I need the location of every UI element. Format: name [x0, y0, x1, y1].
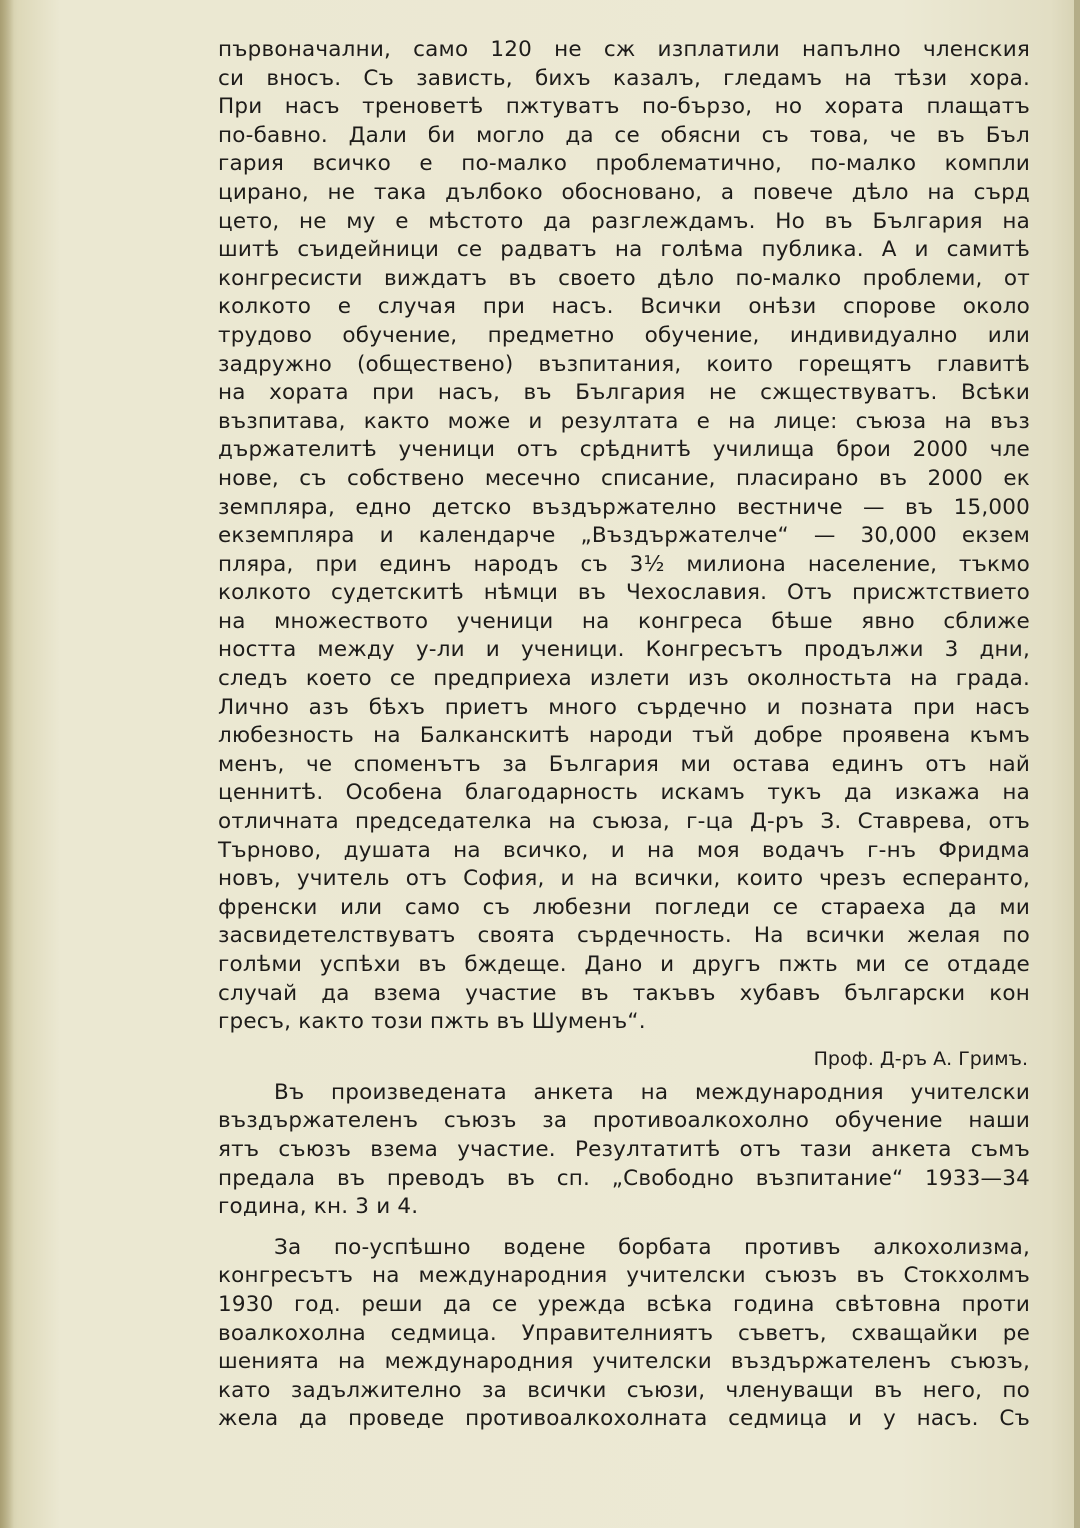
text-line: отличната председателка на съюза, г-ца Д-ръ З. Ставрева, отъ	[218, 809, 1030, 835]
text-line: жела да проведе противоалкохолната седмица и у насъ. Съ	[218, 1406, 1030, 1432]
document-text	[218, 36, 1030, 1434]
text-line: ятъ съюзъ взема участие. Резултатитѣ отъ тази анкета съмъ	[218, 1136, 1030, 1162]
text-line: държателитѣ ученици отъ срѣднитѣ училища брои 2000 чле	[218, 437, 1030, 463]
page-right-edge	[1074, 0, 1080, 1528]
text-line: При насъ треноветѣ пжтуватъ по-бързо, но хората плащатъ	[218, 94, 1030, 120]
text-line: пляра, при единъ народъ съ 3½ милиона население, тъкмо	[218, 551, 1030, 577]
text-line: новъ, учитель отъ София, и на всички, които чрезъ есперанто,	[218, 866, 1030, 892]
text-line: френски или само съ любезни погледи се стараеха да ми	[218, 894, 1030, 920]
author-signature: Проф. Д-ръ А. Гримъ.	[813, 1047, 1028, 1070]
text-line: си вносъ. Съ зависть, бихъ казалъ, гледамъ на тѣзи хора.	[218, 65, 1030, 91]
text-line: ценнитѣ. Особена благодарность искамъ тукъ да изкажа на	[218, 780, 1030, 806]
text-line: конгресътъ на международния учителски съюзъ въ Стокхолмъ	[218, 1263, 1030, 1289]
text-line: на множеството ученици на конгреса бѣше явно сближе	[218, 608, 1030, 634]
text-line: година, кн. 3 и 4.	[218, 1194, 419, 1220]
text-line: ността между у-ли и ученици. Конгресътъ продължи 3 дни,	[218, 637, 1030, 663]
text-line: по-бавно. Дали би могло да се обясни съ това, че въ Бъл	[218, 122, 1030, 148]
text-line: първоначални, само 120 не сж изплатили напълно членския	[218, 37, 1030, 62]
text-line: Лично азъ бѣхъ приетъ много сърдечно и позната при насъ	[218, 694, 1030, 720]
text-line: възпитава, както може и резултата е на лице: съюза на въз	[218, 408, 1030, 434]
text-line: гария всичко е по-малко проблематично, по-малко компли	[218, 151, 1030, 177]
text-line: воалкохолна седмица. Управителниятъ съветъ, схващайки ре	[218, 1320, 1030, 1346]
text-line: като задължително за всички съюзи, членуващи въ него, по	[218, 1377, 1030, 1403]
text-line: За по-успѣшно водене борбата противъ алкохолизма,	[274, 1234, 1030, 1260]
paragraph-letter-continuation	[218, 36, 1030, 1037]
text-line: цирано, не така дълбоко обосновано, а повече дѣло на сърд	[218, 179, 1030, 205]
text-line: конгресисти виждатъ въ своето дѣло по-малко проблеми, от	[218, 265, 1030, 291]
text-line: шитѣ съидейници се радватъ на голѣма публика. А и самитѣ	[218, 237, 1030, 263]
text-line: колкото судетскитѣ нѣмци въ Чехославия. Отъ присжтствието	[218, 580, 1030, 606]
text-line: следъ което се предприеха излети изъ околностьта на града.	[218, 666, 1030, 692]
text-line: Въ произведената анкета на международния учителски	[274, 1079, 1030, 1105]
text-line: нове, съ собствено месечно списание, пласирано въ 2000 ек	[218, 465, 1030, 491]
text-line: любезность на Балканскитѣ народи тъй добре проявена къмъ	[218, 723, 1030, 749]
text-line: колкото е случая при насъ. Всички онѣзи спорове около	[218, 294, 1030, 320]
paragraph-spacer	[218, 1222, 1030, 1234]
text-line: предала въ преводъ въ сп. „Свободно възпитание“ 1933—34	[218, 1165, 1030, 1191]
text-line: земпляра, едно детско въздържателно вестниче — въ 15,000	[218, 494, 1030, 520]
text-line: Търново, душата на всичко, и на моя водачъ г-нъ Фридма	[218, 837, 1030, 863]
text-line: екземпляра и календарче „Въздържателче“ — 30,000 екзем	[218, 523, 1030, 549]
text-line: цето, не му е мѣстото да разглеждамъ. Но въ България на	[218, 208, 1030, 234]
text-line: случай да взема участие въ такъвъ хубавъ български кон	[218, 980, 1030, 1006]
text-line: въздържателенъ съюзъ за противоалкохолно обучение наши	[218, 1108, 1030, 1134]
text-line: менъ, че споменътъ за България ми остава единъ отъ най	[218, 751, 1030, 777]
paragraph-anti-alcohol-week	[218, 1234, 1030, 1434]
paragraph-survey	[218, 1079, 1030, 1222]
text-line: шенията на международния учителски въздържателенъ съюзъ,	[218, 1349, 1030, 1375]
text-line: на хората при насъ, въ България не сжществуватъ. Всѣки	[218, 380, 1030, 406]
text-line: 1930 год. реши да се урежда всѣка година свѣтовна проти	[218, 1291, 1030, 1317]
text-line: засвидетелствуватъ своята сърдечность. На всички желая по	[218, 923, 1030, 949]
text-line: гресъ, както този пжть въ Шуменъ“.	[218, 1009, 646, 1035]
text-line: голѣми успѣхи въ бждеще. Дано и другъ пжть ми се отдаде	[218, 952, 1030, 977]
binding-gutter-shadow	[0, 0, 14, 1528]
text-line: трудово обучение, предметно обучение, индивидуално или	[218, 322, 1030, 348]
text-line: задружно (обществено) възпитания, които горещятъ главитѣ	[218, 351, 1030, 377]
